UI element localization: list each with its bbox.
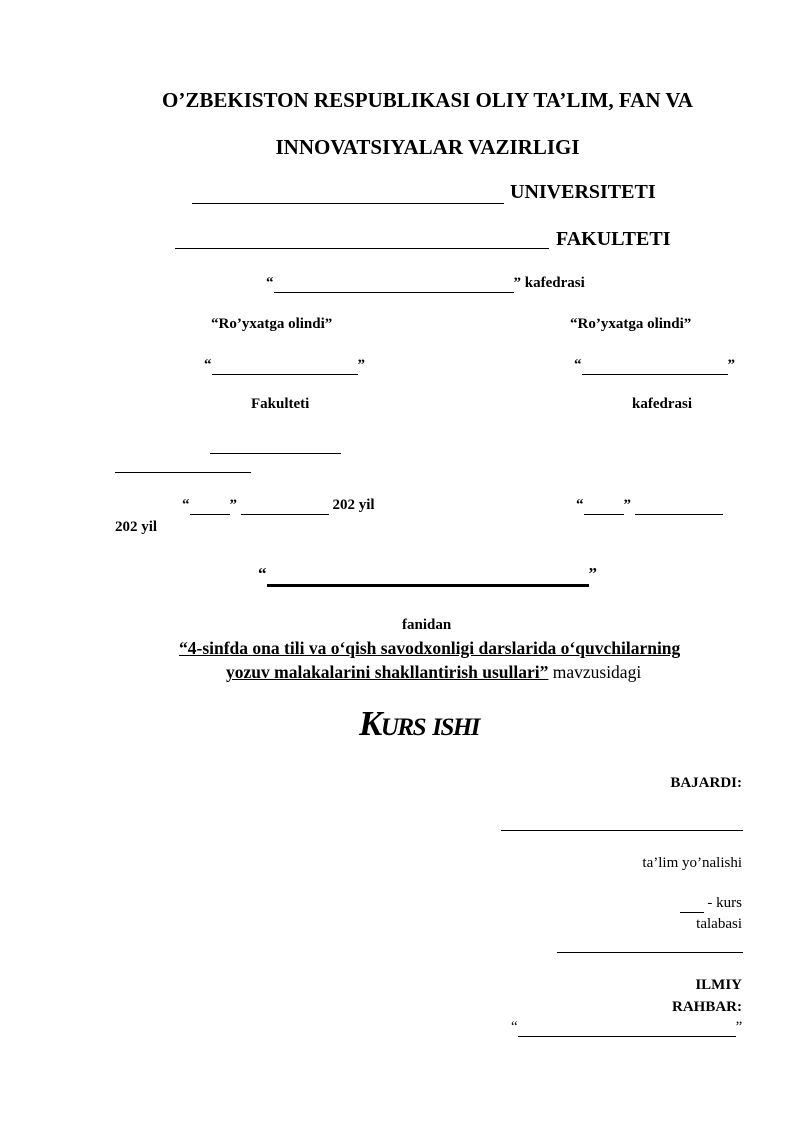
left-date-row: “ ” 202 yil [182, 497, 375, 513]
subject-name-row: “ ” [258, 564, 597, 587]
faculty-label: FAKULTETI [556, 228, 671, 250]
ministry-title-line1: O’ZBEKISTON RESPUBLIKASI OLIY TA’LIM, FAN VA [162, 88, 693, 112]
supervisor-name-row: “ ” [511, 1019, 743, 1035]
department-row: “ ” kafedrasi [266, 275, 585, 291]
topic-line1: “4-sinfda ona tili va o‘qish savodxonligi darslarida o‘quvchilarning [179, 638, 681, 658]
student-name-blank [501, 830, 743, 831]
right-department-label: kafedrasi [632, 396, 692, 412]
department-label: kafedrasi [524, 275, 585, 291]
topic-line2: yozuv malakalarini shakllantirish usullari” [226, 662, 549, 682]
left-registration-number: “ ” [204, 357, 365, 373]
right-registration-number: “ ” [574, 357, 735, 373]
right-registered-label: “Ro’yxatga olindi” [570, 316, 692, 332]
student-label: talabasi [696, 916, 742, 932]
right-date-row: “ ” [576, 497, 723, 515]
topic-line2-row [226, 662, 641, 683]
university-label: UNIVERSITETI [510, 181, 656, 203]
left-registered-label: “Ro’yxatga olindi” [211, 316, 333, 332]
left-faculty-label: Fakulteti [251, 396, 310, 412]
course-row [680, 895, 742, 913]
work-title: Kurs ishi [359, 704, 480, 743]
mavzusidagi-label: mavzusidagi [552, 662, 642, 682]
left-date-year: 202 yil [332, 497, 375, 513]
supervisor-label-line1: ILMIY [695, 977, 742, 993]
direction-label: ta’lim yo’nalishi [642, 855, 742, 871]
student-signature-blank [557, 952, 743, 953]
course-label: - kurs [707, 895, 742, 911]
left-signature-blank-2 [115, 472, 251, 473]
ministry-title-line2: INNOVATSIYALAR VAZIRLIGI [275, 135, 580, 159]
left-signature-blank [210, 453, 341, 454]
bajardi-label: BAJARDI: [670, 775, 742, 791]
faculty-name-blank [175, 248, 549, 249]
supervisor-label-line2: RAHBAR: [672, 999, 742, 1015]
fanidan-label: fanidan [402, 617, 452, 633]
university-name-blank [192, 203, 504, 204]
right-date-year: 202 yil [115, 519, 158, 535]
